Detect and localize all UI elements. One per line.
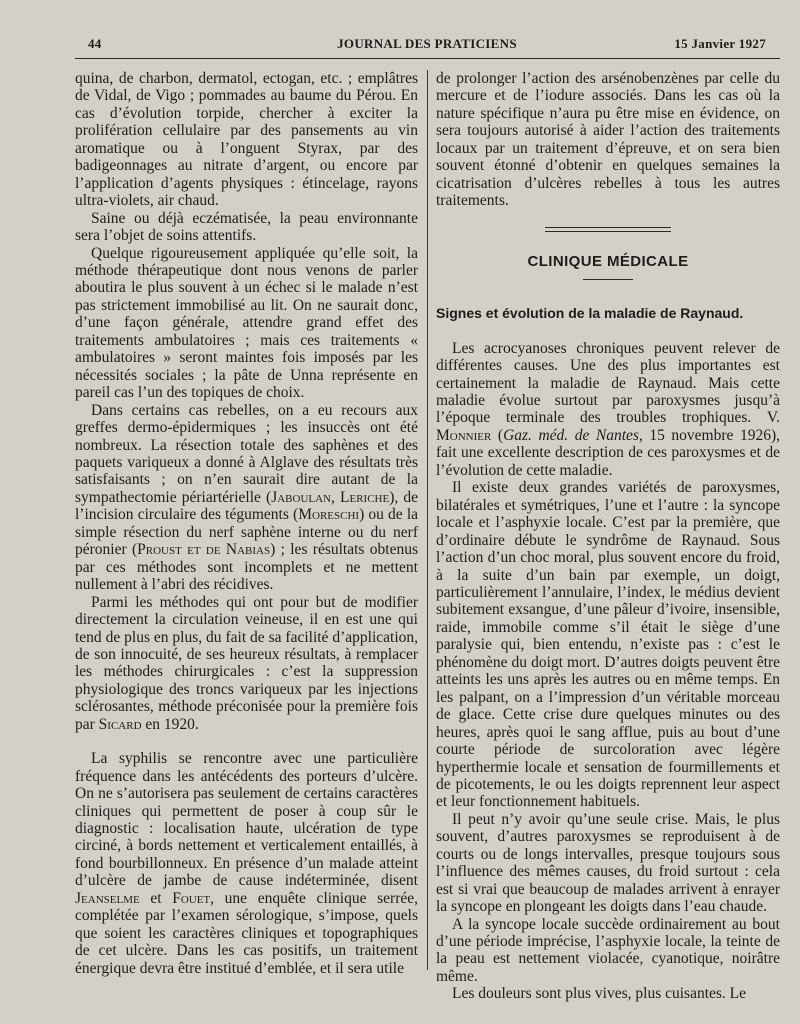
text-run: Parmi les méthodes qui ont pour but de modifier directement la circulation veineuse, il en est une qui tend de plus en plus, du fait de sa facilité d’application, de son innocuité, de ses heureux résultats, à remplacer les méthodes chirurgicales : c’est la suppression physiologique des troncs variqueux par les injections sclérosantes, méthode préconisée pour la première fois par <box>75 593 418 733</box>
text-run: ) ; les résultats obtenus par ces méthodes sont incomplets et ne mettent nullement à l’abri des récidives. <box>75 541 419 594</box>
article-title: Signes et évolution de la maladie de Raynaud. <box>436 304 744 321</box>
author-name: Sicard <box>98 715 142 733</box>
paragraph: Saine ou déjà eczématisée, la peau environnante sera l’objet de soins attentifs. <box>75 209 418 245</box>
text-run: ( <box>491 426 504 444</box>
author-name: Proust et de Nabias <box>137 541 271 559</box>
left-column <box>75 70 418 977</box>
paragraph: quina, de charbon, dermatol, ectogan, etc. ; emplâtres de Vidal, de Vigo ; pommades au baume du Pérou. En cas d’évolution torpide, chercher à exciter la prolifération cellulaire par des pansements au vin aromatique ou à l’onguent Styrax, par des badigeonnages au nitrate d’argent, ou encore par l’application d’agents physiques : étincelage, rayons ultra-violets, air chaud. <box>75 70 418 210</box>
text-run: Les acrocyanoses chroniques peuvent relever de différentes causes. Une des plus importantes est certainement la maladie de Raynaud. Mais cette maladie évolue surtout par paroxysmes jusqu’à l’époque terminale des troubles trophiques. <box>436 339 780 427</box>
author-name: Fouet <box>172 889 211 907</box>
text-run: ) ou de la simple résection du nerf saphène interne ou du nerf péronier ( <box>75 506 419 559</box>
header-rule <box>75 58 780 59</box>
issue-date: 15 Janvier 1927 <box>674 36 766 51</box>
author-name: Jeanselme <box>75 889 140 907</box>
journal-reference: Gaz. méd. de Nantes <box>503 426 639 444</box>
text-run: La syphilis se rencontre avec une particulière fréquence dans les antécédents des porteurs d’ulcère. On ne s’autorisera pas seulement de certains caractères cliniques qui permettent de poser à coup sûr le diagnostic : localisation haute, ulcération de type circiné, à bords nettement et verticalement entaillés, à fond bourbillonneux. En présence d’un malade atteint d’ulcère de jambe de cause indéterminée, disent <box>75 750 418 890</box>
paragraph: Quelque rigoureusement appliquée qu’elle soit, la méthode thérapeutique dont nous venons de parler aboutira le plus souvent à un échec si le malade n’est pas strictement immobilisé au lit. On ne saurait donc, d’une façon générale, attendre grand effet des traitements ambulatoires ; mais ces traitements « ambulatoires » seront maintes fois imposés par les nécessités sociales ; la pâte de Unna représente en pareil cas l’un des topiques de choix. <box>75 244 418 402</box>
text-run: ), de l’incision circulaire des téguments ( <box>75 488 419 524</box>
section-title: CLINIQUE MÉDICALE <box>527 252 689 270</box>
paragraph: A la syncope locale succède ordinairement au bout d’une période imprécise, l’asphyxie locale, la teinte de la peau est nettement violacée, cyanotique, noirâtre même. <box>436 915 780 985</box>
author-name: Jaboulan, Leriche <box>271 488 390 506</box>
paragraph <box>75 594 418 734</box>
paragraph-gap <box>75 733 418 750</box>
paragraph: de prolonger l’action des arsénobenzènes par celle du mercure et de l’iodure associés. Dans les cas où la nature spécifique n’aura pu être mise en évidence, on sera toujours autorisé à aider l’action des traitements locaux par un traitement d’épreuve, et on sera bien souvent étonné d’obtenir en quelques semaines la cicatrisation d’ulcères rebelles à tous les autres traitements. <box>436 70 780 210</box>
author-name: V. Monnier <box>436 409 780 444</box>
column-divider <box>427 70 428 970</box>
paragraph <box>436 340 780 480</box>
text-run: et <box>139 889 173 907</box>
section-title-underline <box>583 279 633 280</box>
paragraph: Il peut n’y avoir qu’une seule crise. Mais, le plus souvent, d’autres paroxysmes se reproduisent à de courts ou de longs intervalles, presque toujours sous l’influence des mêmes causes, du froid surtout : cela est si vrai que beaucoup de malades arrivent à enrayer la syncope en plongeant les doigts dans l’eau chaude. <box>436 810 780 916</box>
text-run: , 15 novembre 1926), fait une excellente description de ces paroxysmes et de l’évolution de cette maladie. <box>436 426 780 479</box>
paragraph <box>75 750 418 977</box>
text-run: , une enquête clinique serrée, complétée par l’examen sérologique, s’impose, quels que soient les caractères cliniques et topographiques de cet ulcère. Dans les cas positifs, un traitement énergique devra être institué d’emblée, et il sera utile <box>75 889 419 977</box>
paragraph: Il existe deux grandes variétés de paroxysmes, bilatérales et symétriques, l’une et l’autre : la syncope locale et l’asphyxie locale. C’est par la première, que d’ordinaire débute le syndrôme de Raynaud. Sous l’action d’un choc moral, plus souvent encore du froid, à la suite d’un bain par exemple, un doigt, particulièrement l’annulaire, l’index, le médius devient subitement exsangue, d’une pâleur d’ivoire, insensible, raide, immobile comme s’il était le siège d’une paralysie qui, bien entendu, n’existe pas : c’est le phénomène du doigt mort. D’autres doigts peuvent être atteints les uns après les autres ou en même temps. En les palpant, on a l’impression d’un véritable morceau de glace. Cette crise dure quelques minutes ou des heures, après quoi le sang afflue, puis au bout d’une courte période de surcoloration avec légère hyperthermie locale et sensation de fourmillements et de picotements, le ou les doigts reprennent leur aspect et leur fonctionnement habituels. <box>436 479 780 811</box>
right-column <box>436 70 780 1003</box>
section-separator <box>545 227 671 232</box>
page-number: 44 <box>88 36 102 51</box>
paragraph <box>75 402 418 594</box>
text-run: Dans certains cas rebelles, on a eu recours aux greffes dermo-épidermiques ; les insuccès ont été nombreux. La résection totale des saphènes et des paquets variqueux a donné à Alglave des résultats très satisfaisants ; on n’en saurait dire autant de la sympathectomie périartérielle ( <box>75 401 418 506</box>
author-name: Moreschi <box>298 506 360 524</box>
text-run: en 1920. <box>141 715 199 733</box>
journal-title: JOURNAL DES PRATICIENS <box>337 36 517 51</box>
paragraph: Les douleurs sont plus vives, plus cuisantes. Le <box>452 985 747 1003</box>
running-header <box>88 36 766 52</box>
